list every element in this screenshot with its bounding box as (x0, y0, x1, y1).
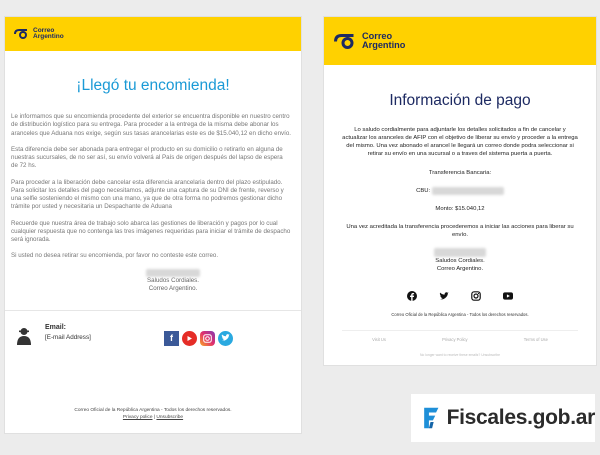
paragraph: Esta diferencia debe ser abonada para entregar el producto en su domicilio o retirarlo en alguna de nuestras sucursales, de no ser así, su envío volverá al País de origen después del lapso de espera de 72 hs. (11, 145, 283, 170)
logo-line2: Argentino (362, 40, 406, 50)
divider (342, 330, 578, 331)
paragraph: Le informamos que su encomienda procedente del exterior se encuentra disponible en nuestro centro de distribución logístico para su entrega. Para proceder a la entrega de la misma debe abonar los aranceles que Aduana nos exige, según sus tasas arancelarias este es de $15.040,12 en dicho envío. (11, 113, 292, 137)
youtube-icon[interactable] (503, 291, 513, 301)
amount: Monto: $15.040,12 (435, 205, 485, 212)
twitter-icon[interactable] (218, 331, 233, 346)
social-links (164, 331, 233, 346)
signature (342, 248, 578, 273)
privacy-policy-link[interactable]: Privacy Policy (442, 337, 468, 343)
sign-line2: Correo Argentino. (436, 265, 484, 272)
email-title: ¡Llegó tu encomienda! (76, 77, 230, 94)
youtube-icon[interactable] (182, 331, 197, 346)
logo-line2: Argentino (33, 33, 64, 40)
paragraph: Si usted no desea retirar su encomienda, por favor no conteste este correo. (11, 252, 219, 260)
email-address[interactable]: [E-mail Address] (45, 334, 91, 342)
visit-us-link[interactable]: Visit Us (372, 337, 386, 343)
after-transfer-text: Una vez acreditada la transferencia procederemos a iniciar las acciones para liberar su envío. (346, 223, 574, 239)
cbu-row (342, 187, 578, 195)
contact-row (5, 311, 301, 371)
correo-argentino-logo (14, 28, 64, 41)
email-header-bar (324, 17, 596, 65)
phishing-email-right (323, 16, 597, 366)
facebook-icon[interactable] (407, 291, 417, 301)
fiscales-wordmark: Fiscales.gob.ar (446, 406, 595, 429)
instagram-icon[interactable] (200, 331, 215, 346)
cbu-label: CBU: (416, 187, 431, 194)
blurred-cbu (432, 187, 504, 195)
fiscales-watermark (411, 394, 595, 442)
logo-line1: Correo (362, 30, 393, 41)
legal-text: Correo Oficial de la República Argentina - Todos los derechos reservados. (74, 407, 232, 413)
unsubscribe-note: No longer want to receive these emails? Unsubscribe (419, 353, 501, 358)
social-links (324, 291, 596, 301)
person-icon (17, 327, 31, 345)
terms-of-use-link[interactable]: Terms of Use (523, 337, 548, 343)
email-header-bar (5, 17, 301, 51)
email-label: Email: (45, 323, 67, 331)
privacy-link[interactable]: Privacy police (122, 415, 153, 421)
paragraph: Lo saludo cordialmente para adjuntarle los detalles solicitados a fin de cancelar y actualizar los aranceles de AFIP con el objetivo de liberar su envío y proceder a la entrega del mismo. Una vez abonado el arancel le llegará un correo donde podra seleccionar si retirar su envío en una sucursal o a traves del sistema puerta a puerta. (342, 127, 578, 158)
logo-mark-icon (334, 34, 358, 49)
correo-argentino-logo (334, 32, 405, 50)
sign-line1: Saludos Cordiales. (147, 276, 199, 284)
blurred-signer-name (434, 248, 486, 256)
phishing-email-left (4, 16, 302, 434)
logo-line1: Correo (33, 26, 55, 34)
twitter-icon[interactable] (439, 291, 449, 301)
copyright-text: Correo Oficial de la República Argentina - Todos los derechos reservados. (391, 312, 529, 318)
footer-links (324, 337, 596, 342)
legal-footer (5, 407, 301, 422)
paragraph: Recuerde que nuestra área de trabajo solo abarca las gestiones de liberación y pagos por lo cual cualquier respuesta que no contenga las tres imágenes requeridas para iniciar el trámite de despacho será ignorada. (11, 219, 291, 243)
email-body (324, 126, 596, 273)
email-contact (45, 323, 91, 343)
email-body (5, 113, 301, 261)
fiscales-logo-icon (421, 403, 442, 433)
paragraph: Para proceder a la liberación debe cancelar esta diferencia arancelaria dentro del plazo estipulado. Para solicitar los detalles del pago necesitamos, adjunte una captura de su DNI de frente, reverso y una selfie sosteniendo el mismo con una mano, ya que de otra forma no podremos gestionar dicho trámite por usted y necesitaria un Despachante de Aduana (11, 178, 284, 211)
sign-line1: Saludos Cordiales. (435, 257, 485, 264)
signature (45, 269, 301, 294)
blurred-signer-name (146, 269, 200, 277)
transfer-label: Transferencia Bancaria: (428, 169, 492, 176)
unsubscribe-link[interactable]: Unsubscribe (156, 415, 184, 421)
email-title: Información de pago (389, 92, 531, 109)
instagram-icon[interactable] (471, 291, 481, 301)
facebook-icon[interactable]: f (164, 331, 179, 346)
link-separator: | (153, 415, 156, 421)
logo-mark-icon (14, 29, 30, 39)
sign-line2: Correo Argentino. (148, 285, 198, 293)
